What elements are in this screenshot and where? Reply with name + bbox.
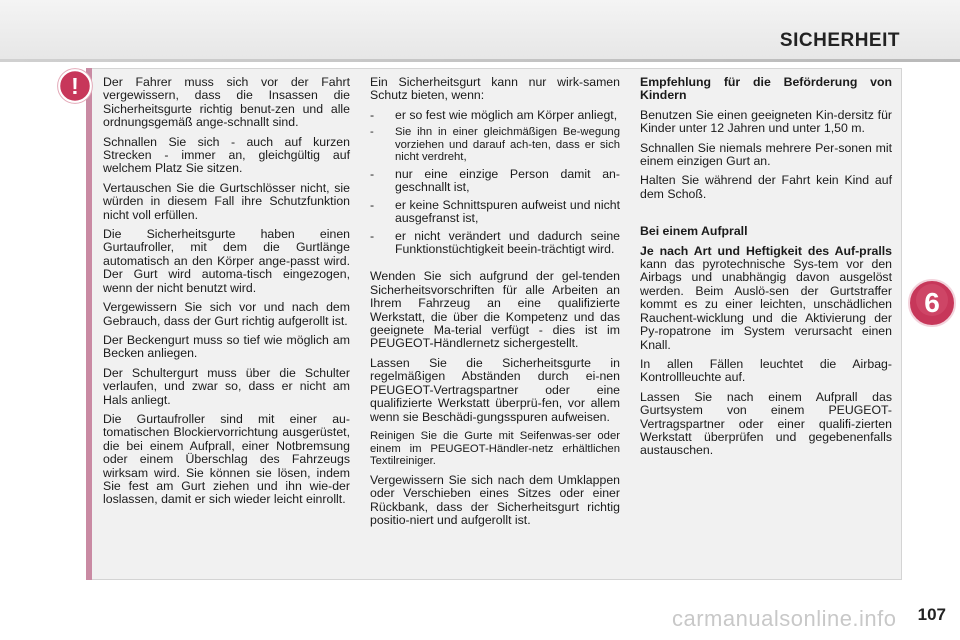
page-title: SICHERHEIT — [779, 30, 900, 51]
list-item: - er nicht verändert und dadurch seine Funktionstüchtigkeit beein-trächtigt wird. — [370, 228, 620, 257]
list-item: - er so fest wie möglich am Körper anliegt, — [370, 107, 618, 122]
condition-list — [370, 109, 620, 257]
page-number: 107 — [917, 605, 946, 624]
column-3 — [640, 76, 892, 464]
paragraph: Halten Sie während der Fahrt kein Kind auf dem Schoß. — [640, 173, 892, 201]
paragraph: Die Gurtaufroller sind mit einer au-tomatischen Blockiervorrichtung ausgerüstet, die bei einem Aufprall, einer Notbremsung oder einem Überschlag des Fahrzeugs wirksam wird. Sie können sie lösen, indem Sie fest am Gurt ziehen und ihn wie-der loslassen, damit er sich wieder leicht einrollt. — [103, 411, 350, 507]
column-2 — [370, 76, 620, 533]
section-heading-impact: Bei einem Aufprall — [640, 224, 748, 239]
svg-text:6: 6 — [924, 287, 940, 318]
list-item: - Sie ihn in einer gleichmäßigen Be-wegung vorziehen und darauf ach-ten, dass er sich nicht verdreht, — [370, 126, 620, 164]
paragraph: Schnallen Sie niemals mehrere Per-sonen mit einem einzigen Gurt an. — [640, 140, 892, 169]
paragraph: Wenden Sie sich aufgrund der gel-tenden Sicherheitsvorschriften für alle Arbeiten an Ihrem Fahrzeug an eine qualifizierte Werkstatt, die über die Kompetenz und das geeignete Ma-terial verfügt - dies ist im PEUGEOT-Händlernetz sichergestellt. — [370, 269, 620, 351]
intro-text: Ein Sicherheitsgurt kann nur wirk-samen Schutz bieten, wenn: — [370, 75, 620, 103]
paragraph: Je nach Art und Heftigkeit des Auf-pralls kann das pyrotechnische Sys-tem vor den Airbags und unabhängig davon ausgelöst werden. Beim Auslö-sen der Gurtstraffer kommt es zu einer leichten, unschädlichen Rauchent-wicklung und die Aktivierung der Py-ropatrone im System verursacht einen Knall. — [640, 243, 892, 352]
paragraph: Die Sicherheitsgurte haben einen Gurtaufroller, mit dem die Gurtlänge automatisch an den Körper ange-passt wird. Der Gurt wird automa-tisch eingezogen, wenn der nicht benutzt wird. — [103, 227, 350, 295]
column-1 — [103, 76, 350, 513]
exclamation-icon — [57, 68, 93, 104]
section-heading-children: Empfehlung für die Beförderung von Kindern — [640, 75, 892, 103]
paragraph: Vergewissern Sie sich nach dem Umklappen oder Verschieben eines Sitzes oder einer Rückbank, dass der Sicherheitsgurt richtig positio-niert und aufgerollt ist. — [370, 472, 620, 527]
paragraph: Der Fahrer muss sich vor der Fahrt vergewissern, dass die Insassen die Sicherheitsgurte richtig benut-zen und alle ordnungsgemäß ange-schnallt sind. — [103, 75, 350, 130]
paragraph: Schnallen Sie sich - auch auf kurzen Strecken - immer an, gleichgültig auf welchem Platz Sie sitzen. — [103, 134, 350, 176]
list-item: - nur eine einzige Person damit an-geschnallt ist, — [370, 167, 620, 195]
paragraph-small: Reinigen Sie die Gurte mit Seifenwas-ser oder einem im PEUGEOT-Händler-netz erhältlichen Textilreiniger. — [370, 429, 620, 468]
chapter-tab[interactable] — [907, 278, 957, 328]
paragraph: In allen Fällen leuchtet die Airbag-Kontrollleuchte auf. — [640, 356, 892, 385]
watermark: carmanualsonline.info — [672, 606, 897, 631]
panel-accent-bar — [86, 68, 92, 580]
list-item: - er keine Schnittspuren aufweist und nicht ausgefranst ist, — [370, 197, 620, 226]
paragraph: Lassen Sie die Sicherheitsgurte in regelmäßigen Abständen durch ei-nen PEUGEOT-Vertragspartner oder eine qualifizierte Werkstatt überprü-fen, vor allem wenn sie Beschädi-gungsspuren aufweisen. — [370, 355, 620, 424]
paragraph: Vertauschen Sie die Gurtschlösser nicht, sie würden in diesem Fall ihre Schutzfunktion nicht voll erfüllen. — [103, 180, 350, 222]
paragraph: Vergewissern Sie sich vor und nach dem Gebrauch, dass der Gurt richtig aufgerollt ist. — [103, 300, 350, 328]
paragraph: Benutzen Sie einen geeigneten Kin-dersitz für Kinder unter 12 Jahren und unter 1,50 m. — [640, 107, 892, 136]
paragraph: Der Beckengurt muss so tief wie möglich am Becken anliegen. — [103, 332, 350, 361]
paragraph: Lassen Sie nach einem Aufprall das Gurtsystem von einem PEUGEOT-Vertragspartner oder einer qualifi-zierten Werkstatt überprüfen und gegebenenfalls austauschen. — [640, 389, 892, 458]
svg-text:!: ! — [71, 73, 79, 99]
paragraph: Der Schultergurt muss über die Schulter verlaufen, und zwar so, dass er nicht am Hals anliegt. — [103, 365, 350, 407]
